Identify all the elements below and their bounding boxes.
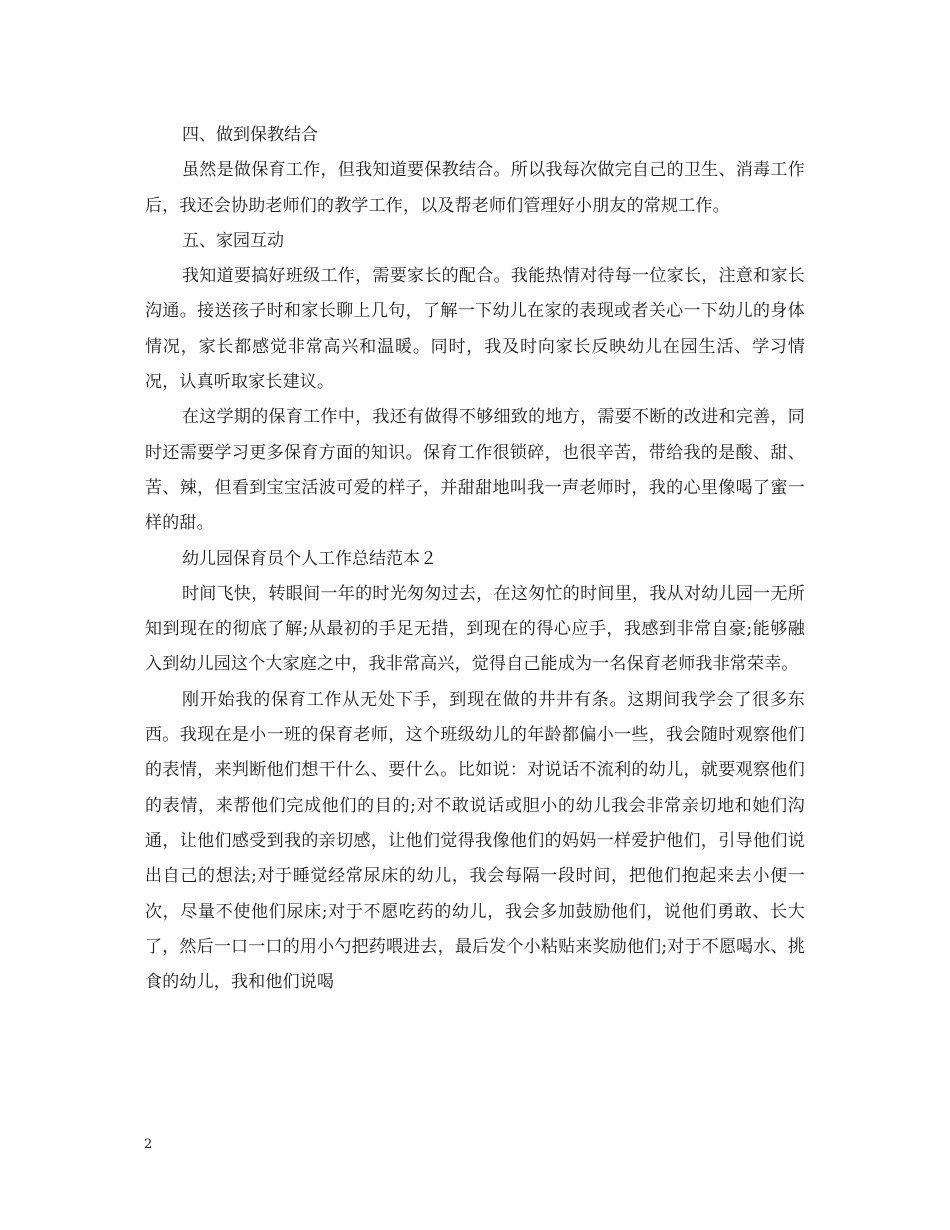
- section-heading-4: 四、做到保教结合: [182, 125, 318, 145]
- page-number: 2: [144, 1137, 153, 1152]
- paragraph-care-education: 虽然是做保育工作，但我知道要保教结合。所以我每次做完自己的卫生、消毒工作后，我还会协助老师们的教学工作，以及帮老师们管理好小朋友的常规工作。: [145, 160, 805, 216]
- paragraph-work-details: 刚开始我的保育工作从无处下手，到现在做的井井有条。这期间我学会了很多东西。我现在是小一班的保育老师，这个班级幼儿的年龄都偏小一些，我会随时观察他们的表情，来判断他们想干什么、要什么。比如说：对说话不流利的幼儿，就要观察他们的表情，来帮他们完成他们的目的;对不敢说话或胆小的幼儿我会非常亲切地和她们沟通，让他们感受到我的亲切感，让他们觉得我像他们的妈妈一样爱护他们，引导他们说出自己的想法;对于睡觉经常尿床的幼儿，我会每隔一段时间，把他们抱起来去小便一次，尽量不使他们尿床;对于不愿吃药的幼儿，我会多加鼓励他们，说他们勇敢、长大了，然后一口一口的用小勺把药喂进去，最后发个小粘贴来奖励他们;对于不愿喝水、挑食的幼儿，我和他们说喝: [145, 689, 805, 993]
- document-body: [145, 118, 805, 1000]
- paragraph-time-flies: 时间飞快，转眼间一年的时光匆匆过去，在这匆忙的时间里，我从对幼儿园一无所知到现在的彻底了解;从最初的手足无措，到现在的得心应手，我感到非常自豪;能够融入到幼儿园这个大家庭之中，我非常高兴，觉得自己能成为一名保育老师我非常荣幸。: [145, 583, 805, 675]
- document-title-2: 幼儿园保育员个人工作总结范本２: [182, 548, 437, 569]
- paragraph-reflection: 在这学期的保育工作中，我还有做得不够细致的地方，需要不断的改进和完善，同时还需要学习更多保育方面的知识。保育工作很锁碎，也很辛苦，带给我的是酸、甜、苦、辣，但看到宝宝活波可爱的样子，并甜甜地叫我一声老师时，我的心里像喝了蜜一样的甜。: [145, 407, 805, 534]
- section-heading-5: 五、家园互动: [182, 230, 284, 251]
- paragraph-home-school: 我知道要搞好班级工作，需要家长的配合。我能热情对待每一位家长，注意和家长沟通。接送孩子时和家长聊上几句，了解一下幼儿在家的表现或者关心一下幼儿的身体情况，家长都感觉非常高兴和温暖。同时，我及时向家长反映幼儿在园生活、学习情况，认真听取家长建议。: [145, 266, 805, 393]
